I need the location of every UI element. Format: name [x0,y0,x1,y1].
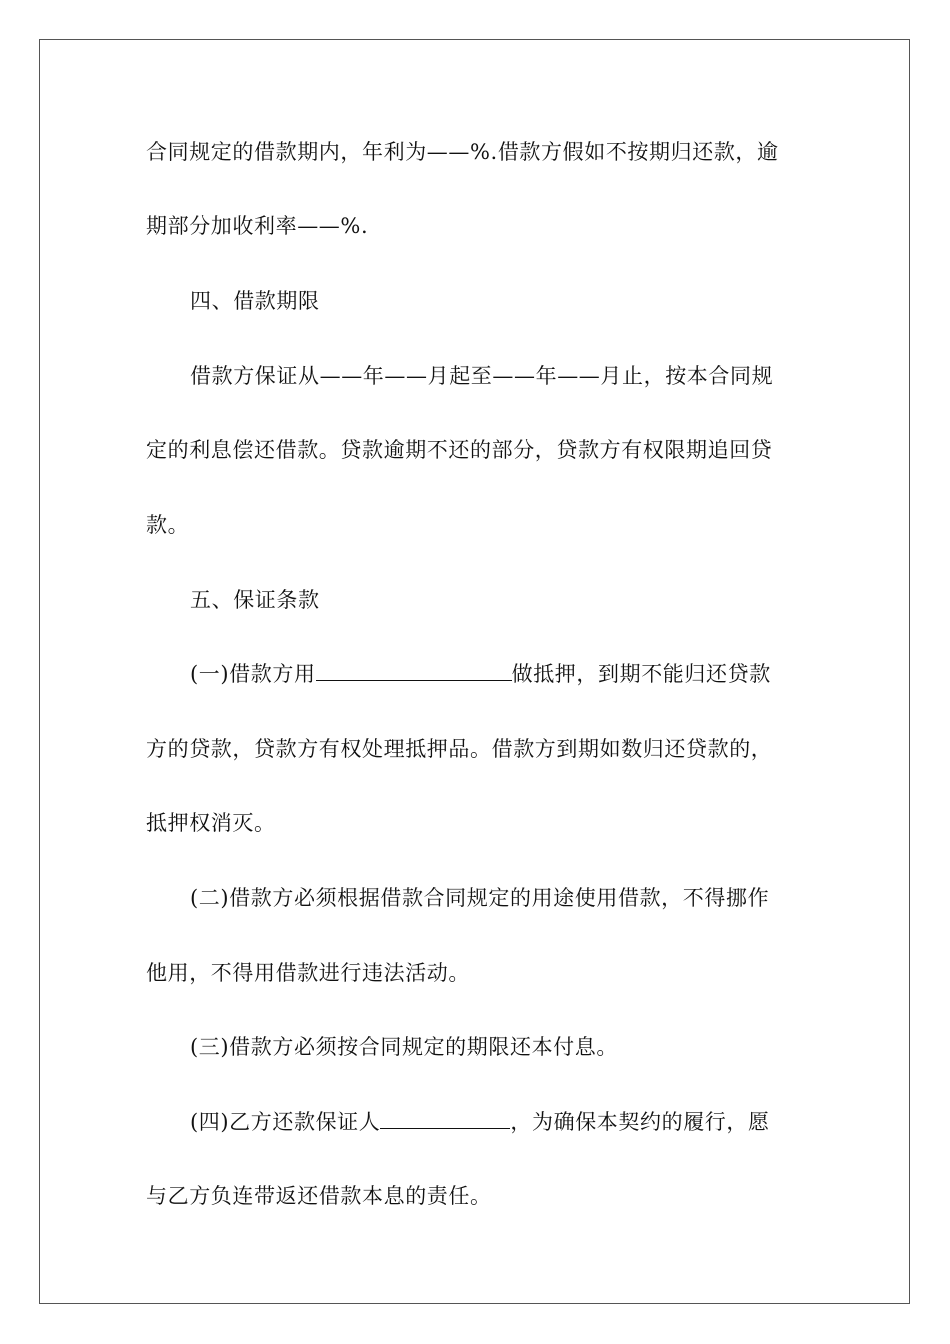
clause-one-suffix: 做抵押，到期不能归还贷款 [511,662,771,686]
clause-two-line-2: 他用，不得用借款进行违法活动。 [146,961,470,985]
clause-one-prefix: (一)借款方用 [190,662,316,686]
term-line-1: 借款方保证从——年——月起至——年——月止，按本合同规 [190,364,774,388]
clause-four-line-2: 与乙方负连带返还借款本息的责任。 [146,1184,492,1208]
clause-one-line-3: 抵押权消灭。 [146,811,276,835]
clause-one-line-2: 方的贷款，贷款方有权处理抵押品。借款方到期如数归还贷款的， [146,737,773,761]
interest-line-2: 期部分加收利率——%. [146,214,369,238]
section-four-heading: 四、借款期限 [190,289,320,313]
interest-line-1: 合同规定的借款期内，年利为——%.借款方假如不按期归还款，逾 [146,140,779,164]
section-five-heading: 五、保证条款 [190,588,320,612]
clause-three-line-1: (三)借款方必须按合同规定的期限还本付息。 [190,1035,618,1059]
collateral-blank[interactable] [316,660,512,681]
clause-one-line-1 [190,659,771,689]
clause-four-prefix: (四)乙方还款保证人 [190,1110,381,1134]
guarantor-blank[interactable] [380,1108,510,1129]
term-line-3: 款。 [146,513,190,537]
clause-four-suffix: ，为确保本契约的履行，愿 [510,1110,770,1134]
clause-four-line-1 [190,1107,770,1137]
term-line-2: 定的利息偿还借款。贷款逾期不还的部分，贷款方有权限期追回贷 [146,438,773,462]
clause-two-line-1: (二)借款方必须根据借款合同规定的用途使用借款，不得挪作 [190,886,770,910]
